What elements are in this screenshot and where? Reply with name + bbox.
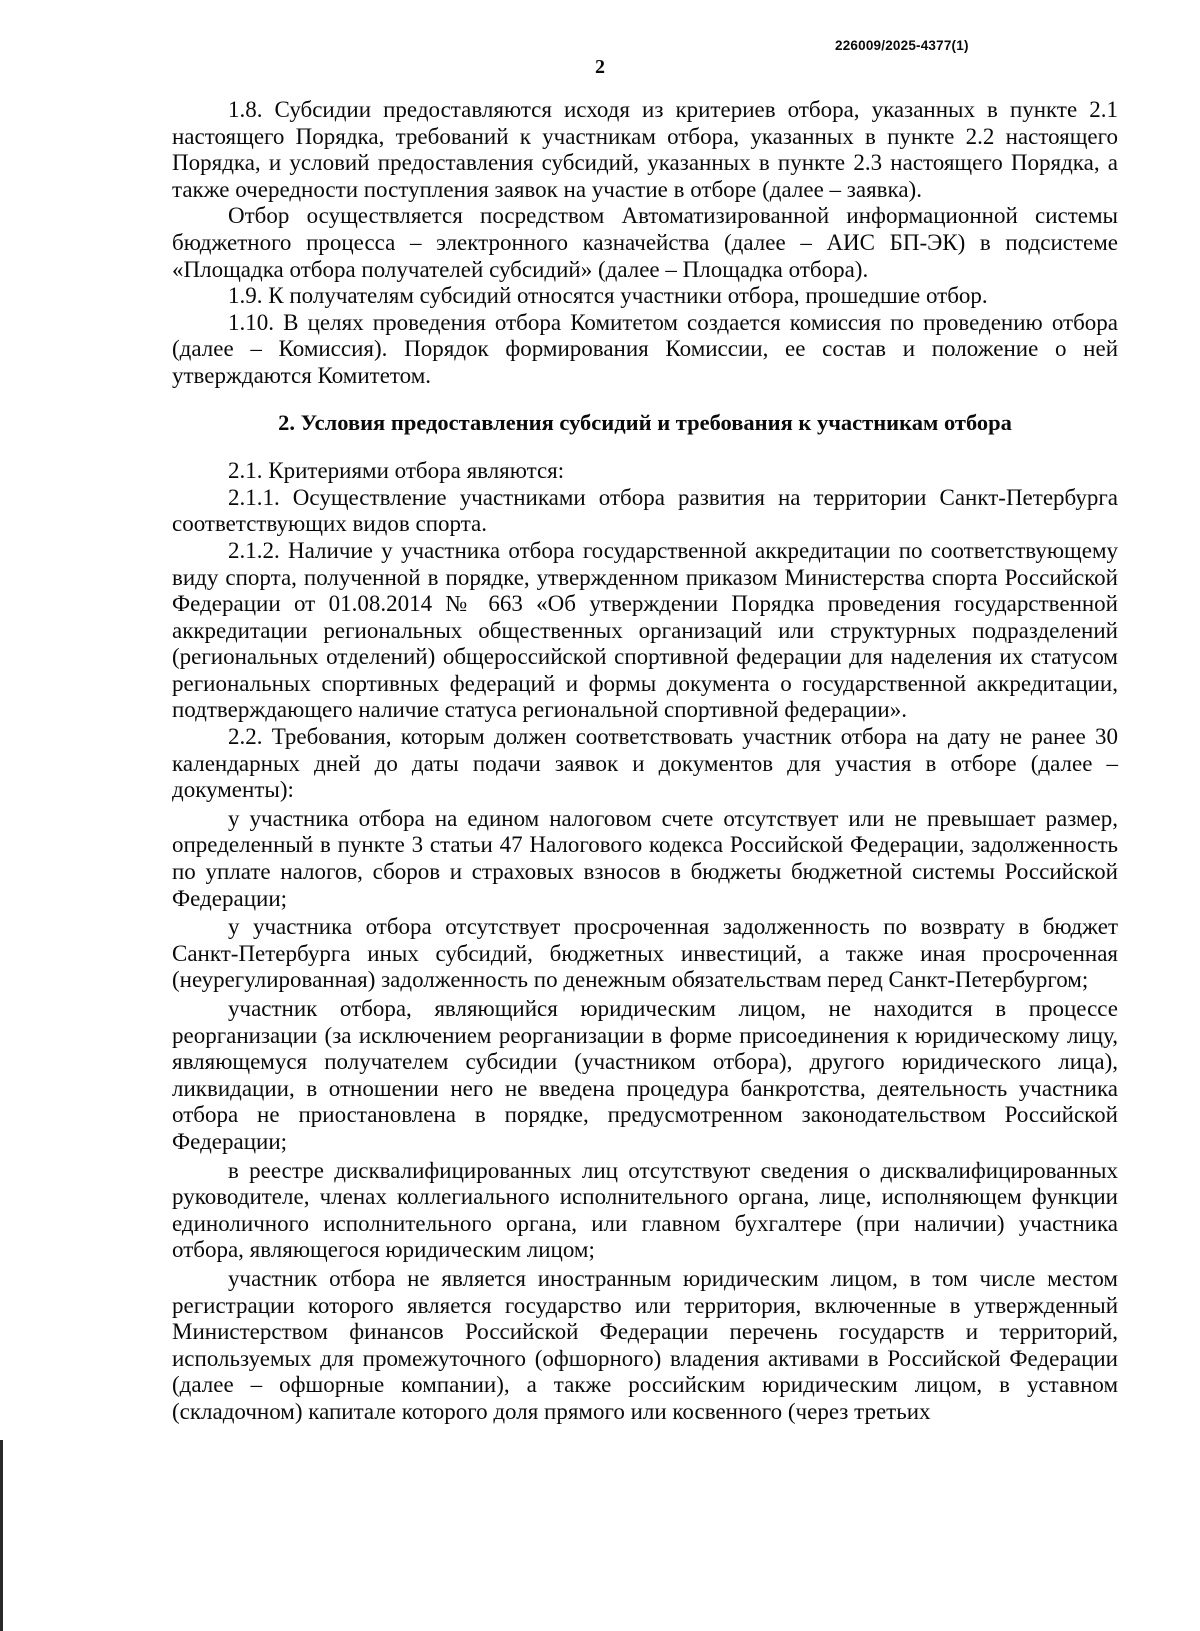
section-2-heading: 2. Условия предоставления субсидий и требования к участникам отбора bbox=[278, 409, 1012, 435]
requirement-offshore: участник отбора не является иностранным юридическим лицом, в том числе местом регистрации которого является государство или территория, включенные в утвержденный Министерством финансов Российской Федерации перечень государств и территорий, используемых для промежуточного (офшорного) владения активами в Российской Федерации (далее – офшорные компании), а также российским юридическим лицом, в уставном (складочном) капитале которого доля прямого или косвенного (через третьих bbox=[172, 1265, 1118, 1424]
requirement-tax-debt: у участника отбора на едином налоговом счете отсутствует или не превышает размер, определенный в пункте 3 статьи 47 Налогового кодекса Российской Федерации, задолженность по уплате налогов, сборов и страховых взносов в бюджеты бюджетной системы Российской Федерации; bbox=[172, 805, 1118, 911]
paragraph-1-8: 1.8. Субсидии предоставляются исходя из критериев отбора, указанных в пункте 2.1 настоящего Порядка, требований к участникам отбора, указанных в пункте 2.2 настоящего Порядка, и условий предоставления субсидий, указанных в пункте 2.3 настоящего Порядка, а также очередности поступления заявок на участие в отборе (далее – заявка). bbox=[172, 97, 1118, 202]
paragraph-2-2: 2.2. Требования, которым должен соответствовать участник отбора на дату не ранее 30 календарных дней до даты подачи заявок и документов для участия в отборе (далее – документы): bbox=[172, 724, 1118, 803]
paragraph-2-1-2: 2.1.2. Наличие у участника отбора государственной аккредитации по соответствующему виду спорта, полученной в порядке, утвержденном приказом Министерства спорта Российской Федерации от 01.08.2014 № 663 «Об утверждении Порядка проведения государственной аккредитации региональных общественных организаций или структурных подразделений (региональных отделений) общероссийской спортивной федерации для наделения их статусом региональных спортивных федераций и формы документа о государственной аккредитации, подтверждающего наличие статуса региональной спортивной федерации». bbox=[172, 537, 1118, 723]
paragraph-1-10: 1.10. В целях проведения отбора Комитетом создается комиссия по проведению отбора (далее – Комиссия). Порядок формирования Комиссии, ее состав и положение о ней утверждаются Комитетом. bbox=[172, 309, 1118, 388]
paragraph-2-1-1: 2.1.1. Осуществление участниками отбора развития на территории Санкт-Петербурга соответствующих видов спорта. bbox=[172, 484, 1118, 537]
scan-edge-mark bbox=[0, 1440, 3, 1631]
document-body bbox=[172, 97, 1118, 1426]
paragraph-selection-system: Отбор осуществляется посредством Автоматизированной информационной системы бюджетного процесса – электронного казначейства (далее – АИС БП-ЭК) в подсистеме «Площадка отбора получателей субсидий» (далее – Площадка отбора). bbox=[172, 203, 1118, 282]
paragraph-1-9: 1.9. К получателям субсидий относятся участники отбора, прошедшие отбор. bbox=[228, 283, 988, 309]
page-number: 2 bbox=[595, 56, 605, 78]
document-id: 226009/2025-4377(1) bbox=[835, 38, 969, 53]
paragraph-2-1: 2.1. Критериями отбора являются: bbox=[228, 458, 565, 484]
requirement-overdue-debt: у участника отбора отсутствует просроченная задолженность по возврату в бюджет Санкт-Петербурга иных субсидий, бюджетных инвестиций, а также иная просроченная (неурегулированная) задолженность по денежным обязательствам перед Санкт-Петербургом; bbox=[172, 914, 1118, 993]
requirement-disqualified-registry: в реестре дисквалифицированных лиц отсутствуют сведения о дисквалифицированных руководителе, членах коллегиального исполнительного органа, лице, исполняющем функции единоличного исполнительного органа, или главном бухгалтере (при наличии) участника отбора, являющегося юридическим лицом; bbox=[172, 1157, 1118, 1263]
requirement-reorganization: участник отбора, являющийся юридическим лицом, не находится в процессе реорганизации (за исключением реорганизации в форме присоединения к юридическому лицу, являющемуся получателем субсидии (участником отбора), другого юридического лица), ликвидации, в отношении него не введена процедура банкротства, деятельность участника отбора не приостановлена в порядке, предусмотренном законодательством Российской Федерации; bbox=[172, 996, 1118, 1154]
